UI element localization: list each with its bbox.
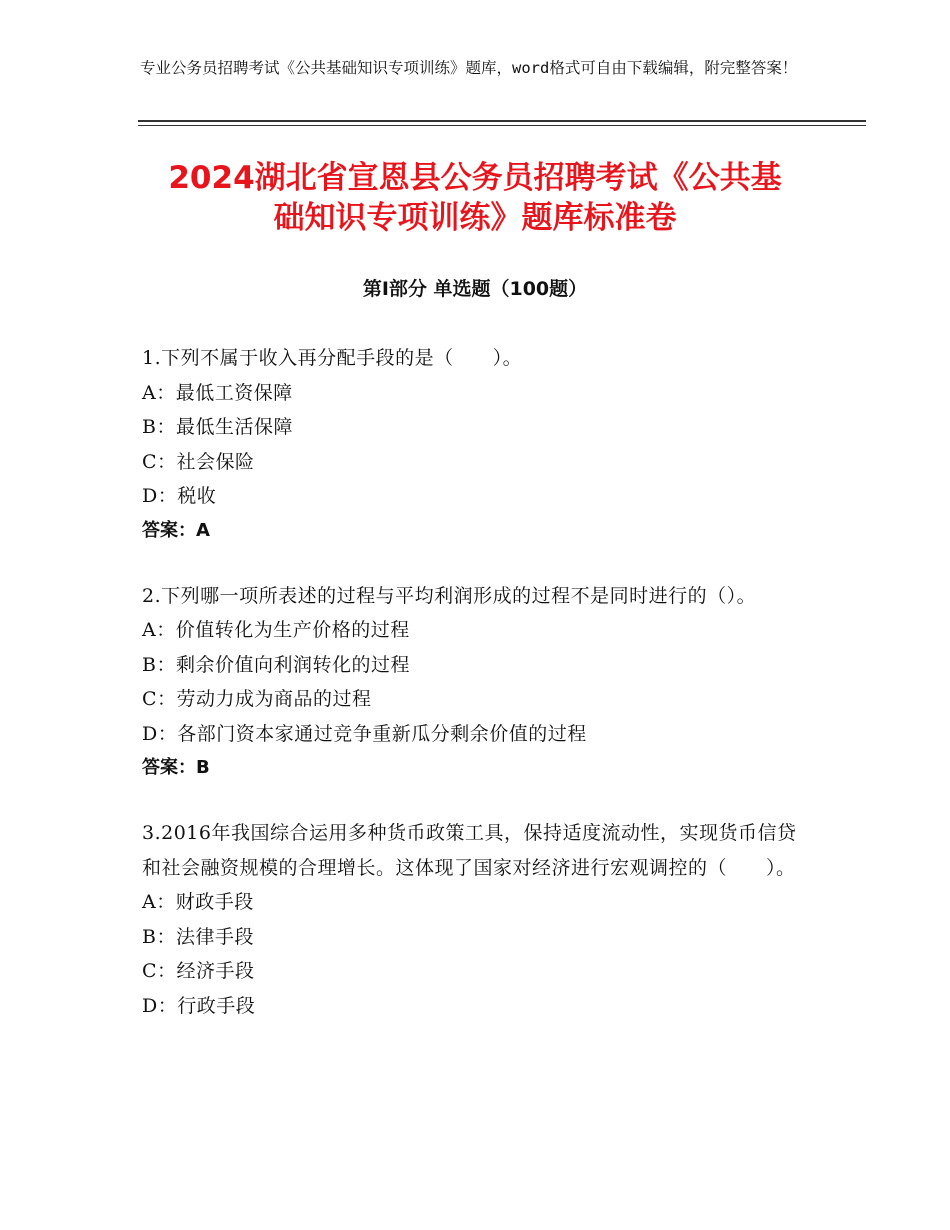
option-b: B：剩余价值向利润转化的过程 [142,653,410,676]
option-d: D：税收 [142,485,217,507]
question-stem: 3.2016年我国综合运用多种货币政策工具，保持适度流动性，实现货币信贷和社会融资规模的合理增长。这体现了国家对经济进行宏观调控的（ ）。 [142,822,797,879]
option-a: A：财政手段 [142,891,254,913]
question-3 [142,816,802,1023]
header-divider-thin [138,125,866,126]
option-c: C：社会保险 [142,450,255,473]
option-d: D：各部门资本家通过竞争重新瓜分剩余价值的过程 [142,722,587,745]
answer: 答案：B [142,757,210,778]
question-list [142,341,802,1054]
question-stem: 2.下列哪一项所表述的过程与平均利润形成的过程不是同时进行的（）。 [142,584,757,607]
option-c: C：劳动力成为商品的过程 [142,688,372,710]
option-d: D：行政手段 [142,994,256,1017]
section-heading: 第Ⅰ部分 单选题（100题） [362,278,588,300]
option-a: A：价值转化为生产价格的过程 [142,619,410,641]
document-title-line-1: 2024湖北省宣恩县公务员招聘考试《公共基 [168,160,782,196]
document-title-line-2: 础知识专项训练》题库标准卷 [273,200,677,236]
question-2 [142,579,802,786]
answer: 答案：A [142,519,210,541]
option-a: A：最低工资保障 [142,381,293,404]
option-b: B：法律手段 [142,925,254,948]
option-b: B：最低生活保障 [142,416,293,438]
header-note: 专业公务员招聘考试《公共基础知识专项训练》题库，word格式可自由下载编辑，附完整答案！ [140,59,798,77]
question-1 [142,341,802,548]
option-c: C：经济手段 [142,960,255,982]
header-divider [138,120,866,122]
document-title [100,158,850,238]
question-stem: 1.下列不属于收入再分配手段的是（ ）。 [142,347,523,369]
